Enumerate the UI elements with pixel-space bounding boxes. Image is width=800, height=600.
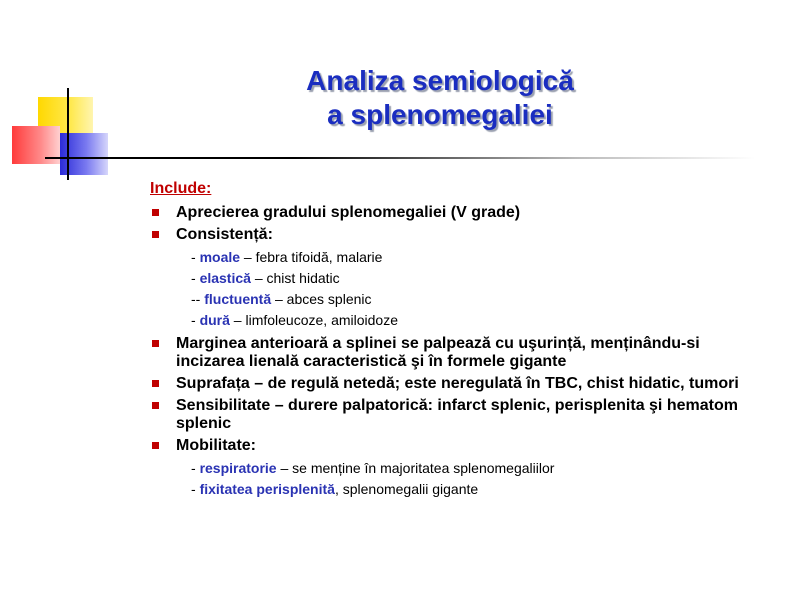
sub-text: – limfoleucoze, amiloidoze — [229, 312, 398, 328]
bullet-icon — [152, 340, 159, 347]
slide-content — [150, 178, 770, 504]
title-divider — [45, 157, 755, 159]
sub-text: – febra tifoidă, malarie — [240, 249, 383, 265]
item-text: Marginea anterioară a splinei se palpează cu uşurință, menținându-si incizarea lienală caracteristică şi în formele gigante — [176, 335, 700, 370]
sub-prefix: - — [191, 249, 200, 265]
slide-title — [240, 64, 640, 132]
list-item — [150, 226, 770, 331]
sub-item — [176, 289, 770, 310]
sub-item — [176, 268, 770, 289]
item-text: Mobilitate: — [176, 437, 256, 454]
list-item — [150, 397, 770, 433]
sub-item — [176, 310, 770, 331]
sub-prefix: - — [191, 460, 200, 476]
keyword: moale — [199, 249, 241, 265]
keyword: fixitatea perisplenită — [199, 481, 335, 497]
item-text: Consistență: — [176, 226, 273, 243]
sub-item — [176, 458, 770, 479]
sub-item — [176, 247, 770, 268]
keyword: respiratorie — [199, 460, 277, 476]
keyword: dură — [199, 312, 230, 328]
sub-prefix: - — [191, 481, 200, 497]
list-item — [150, 204, 770, 222]
list-item — [150, 437, 770, 500]
list-item — [150, 335, 770, 371]
sub-text: – se menține în majoritatea splenomegaliilor — [276, 460, 555, 476]
bullet-icon — [152, 402, 159, 409]
bullet-icon — [152, 380, 159, 387]
title-line-2: a splenomegaliei — [327, 99, 553, 130]
sub-list — [176, 458, 770, 500]
vertical-rule — [67, 88, 69, 180]
bullet-list — [150, 204, 770, 500]
decorative-logo — [0, 0, 120, 190]
include-label: Include: — [150, 180, 212, 197]
sub-item — [176, 479, 770, 500]
sub-text: – chist hidatic — [250, 270, 340, 286]
bullet-icon — [152, 231, 159, 238]
sub-prefix: - — [191, 312, 200, 328]
item-text: Sensibilitate – durere palpatorică: infarct splenic, perisplenita şi hematom splenic — [176, 397, 738, 432]
keyword: elastică — [199, 270, 251, 286]
title-line-1: Analiza semiologică — [306, 65, 574, 96]
item-text: Aprecierea gradului splenomegaliei (V grade) — [176, 204, 521, 221]
keyword: fluctuentă — [204, 291, 272, 307]
sub-prefix: -- — [191, 291, 205, 307]
sub-text: , splenomegalii gigante — [334, 481, 479, 497]
sub-list — [176, 247, 770, 331]
bullet-icon — [152, 442, 159, 449]
sub-text: – abces splenic — [271, 291, 372, 307]
item-text: Suprafața – de regulă netedă; este neregulată în TBC, chist hidatic, tumori — [176, 375, 739, 392]
bullet-icon — [152, 209, 159, 216]
list-item — [150, 375, 770, 393]
sub-prefix: - — [191, 270, 200, 286]
